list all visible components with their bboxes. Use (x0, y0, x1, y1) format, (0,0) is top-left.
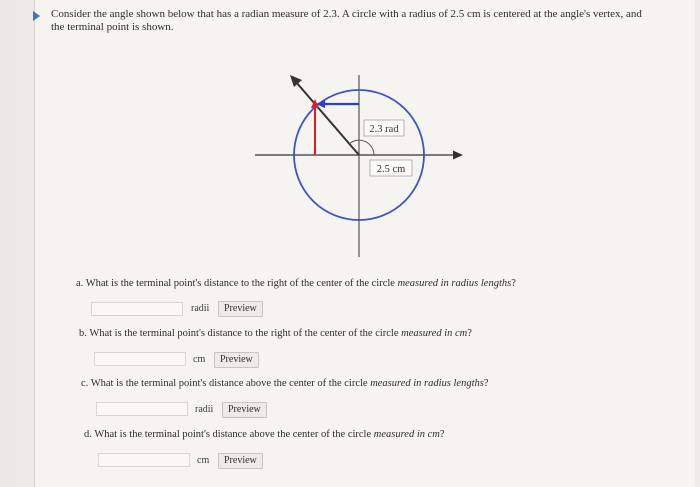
question-b (79, 328, 472, 339)
question-a-emphasis: measured in radius lengths (397, 278, 512, 289)
preview-b-button[interactable]: Preview (214, 352, 259, 368)
angle-label: 2.3 rad (369, 124, 399, 135)
question-d (84, 429, 445, 440)
question-a-text: What is the terminal point's distance to the right of the center of the circle (85, 278, 398, 289)
answer-c-input[interactable] (96, 402, 188, 416)
question-c-emphasis: measured in radius lengths (370, 378, 484, 389)
question-b-suffix: ? (467, 328, 472, 339)
unit-circle-diagram (250, 70, 470, 260)
question-c-text: What is the terminal point's distance above the center of the circle (90, 378, 371, 389)
question-a-suffix: ? (511, 278, 516, 289)
question-b-emphasis: measured in cm (401, 328, 468, 339)
x-axis-arrow-icon (453, 151, 463, 160)
question-c-prefix: c. (81, 378, 91, 389)
radius-label: 2.5 cm (376, 164, 406, 175)
answer-d-unit: cm (197, 455, 210, 466)
answer-b-input[interactable] (94, 352, 186, 366)
question-c (81, 378, 489, 389)
preview-c-button[interactable]: Preview (222, 402, 267, 418)
question-c-suffix: ? (483, 378, 489, 389)
question-prompt: Consider the angle shown below that has a radian measure of 2.3. A circle with a radius of 2.5 cm is centered at the angle's vertex, and the terminal point is shown. (51, 8, 642, 33)
collapse-triangle-icon[interactable] (33, 11, 40, 21)
question-d-prefix: d. (84, 429, 95, 440)
preview-a-button[interactable]: Preview (218, 301, 263, 317)
answer-b-unit: cm (193, 354, 206, 365)
answer-c-unit: radii (195, 404, 214, 415)
question-b-prefix: b. (79, 328, 90, 339)
answer-d-input[interactable] (98, 453, 190, 467)
angle-figure (250, 70, 470, 260)
question-d-suffix: ? (439, 429, 445, 440)
question-a-prefix: a. (76, 278, 86, 289)
preview-d-button[interactable]: Preview (218, 453, 263, 469)
answer-a-unit: radii (191, 303, 210, 314)
terminal-ray-arrow-icon (290, 75, 302, 87)
question-d-emphasis: measured in cm (373, 429, 440, 440)
question-a (76, 278, 516, 289)
question-b-text: What is the terminal point's distance to the right of the center of the circle (89, 328, 402, 339)
answer-a-input[interactable] (91, 302, 183, 316)
question-d-text: What is the terminal point's distance above the center of the circle (94, 429, 374, 440)
